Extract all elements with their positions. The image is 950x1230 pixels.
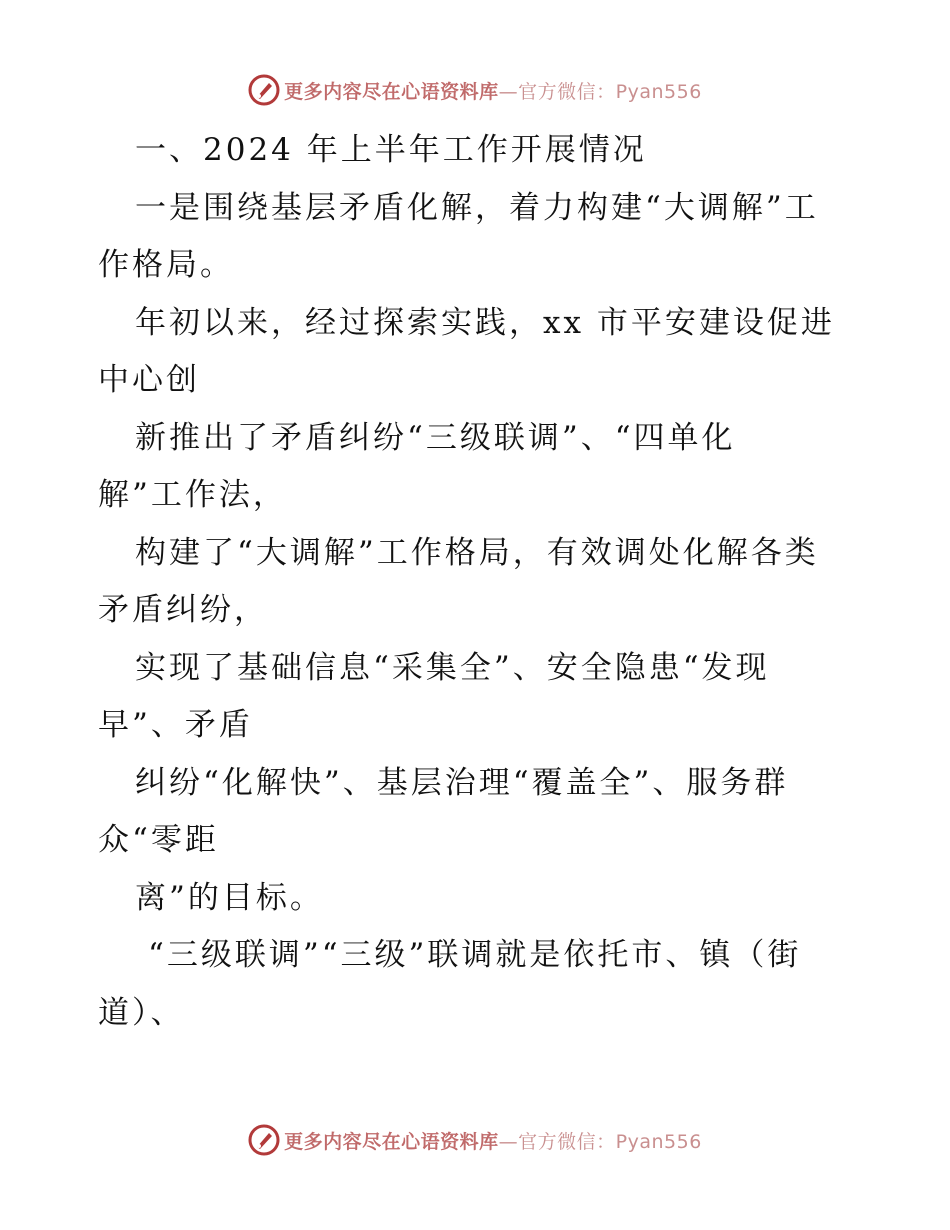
footer-banner-text xyxy=(284,1127,702,1154)
paragraph-line: 一是围绕基层矛盾化解，着力构建“大调解”工 xyxy=(135,189,819,226)
paragraph-line: 早”、矛盾 xyxy=(98,707,253,743)
paragraph-line: 道）、 xyxy=(98,994,185,1031)
paragraph-line: 矛盾纠纷， xyxy=(98,592,268,628)
paragraph-line: 实现了基础信息“采集全”、安全隐患“发现 xyxy=(135,649,770,686)
header-banner-text xyxy=(284,77,702,104)
paragraph-line: “三级联调”“三级”联调就是依托市、镇（街 xyxy=(148,937,802,973)
footer-banner-main: 更多内容尽在心语资料库 xyxy=(284,1130,499,1153)
header-banner-rest: —官方微信：Pyan556 xyxy=(498,80,702,103)
paragraph-line: 新推出了矛盾纠纷“三级联调”、“四单化 xyxy=(135,419,736,456)
pen-nib-logo-icon xyxy=(248,1124,280,1156)
paragraph-line: 众“零距 xyxy=(98,822,219,858)
header-banner xyxy=(0,70,950,110)
footer-banner xyxy=(0,1120,950,1160)
paragraph-line: 解”工作法， xyxy=(98,477,287,513)
pen-nib-logo-icon xyxy=(248,74,280,106)
document-body xyxy=(98,122,858,1042)
paragraph-line: 中心创 xyxy=(98,362,200,398)
paragraph-line: 构建了“大调解”工作格局，有效调处化解各类 xyxy=(135,534,819,571)
footer-banner-rest: —官方微信：Pyan556 xyxy=(498,1130,702,1153)
section-heading: 一、2024 年上半年工作开展情况 xyxy=(135,132,647,168)
header-banner-main: 更多内容尽在心语资料库 xyxy=(284,80,499,103)
paragraph-line: 作格局。 xyxy=(98,247,234,283)
paragraph-line: 纠纷“化解快”、基层治理“覆盖全”、服务群 xyxy=(135,764,789,801)
paragraph-line: 年初以来，经过探索实践，xx 市平安建设促进 xyxy=(135,304,835,341)
paragraph-line: 离”的目标。 xyxy=(135,879,324,916)
